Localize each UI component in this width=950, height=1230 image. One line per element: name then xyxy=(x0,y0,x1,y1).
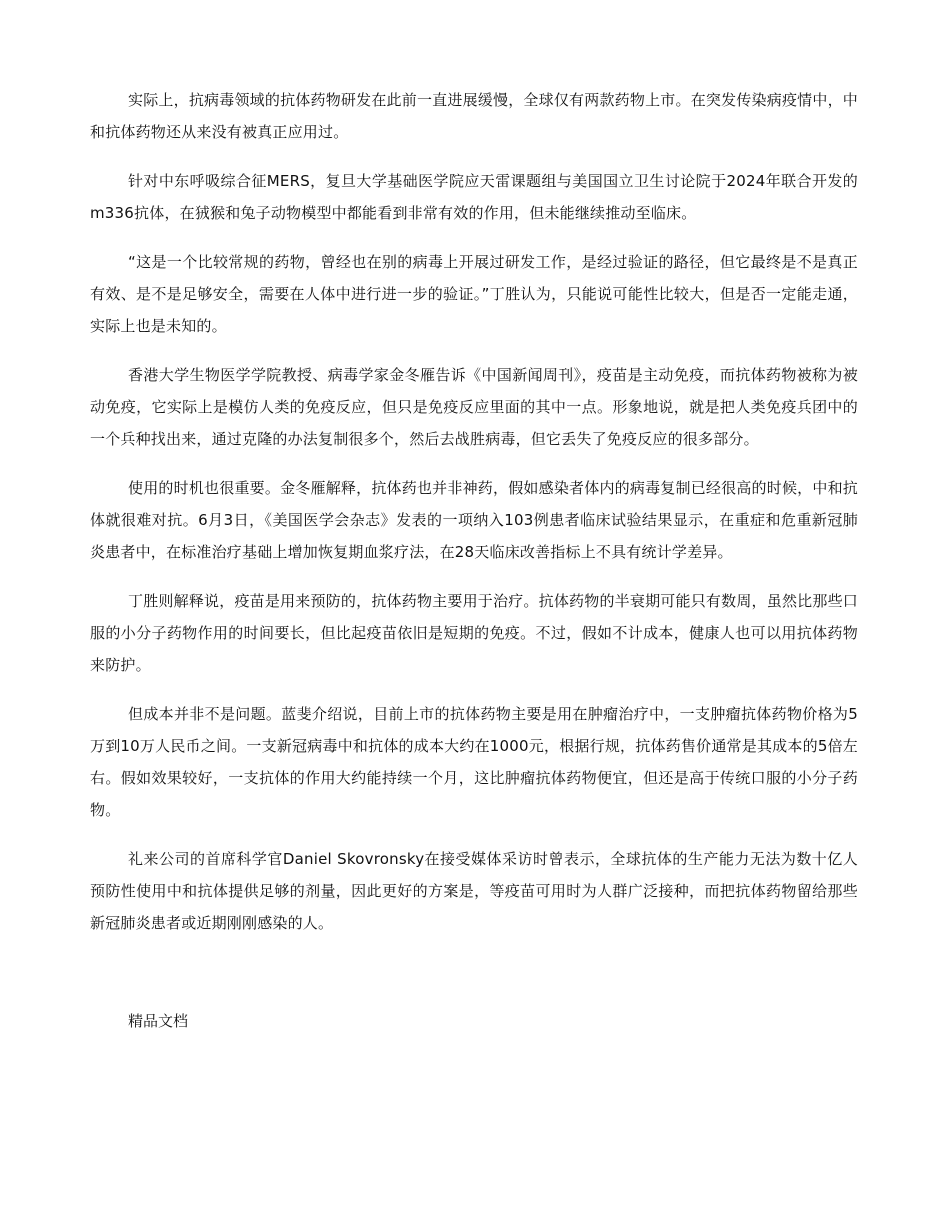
footer-label: 精品文档 xyxy=(128,1012,189,1030)
paragraph: “这是一个比较常规的药物，曾经也在别的病毒上开展过研发工作，是经过验证的路径，但它最终是不是真正有效、是不是足够安全，需要在人体中进行进一步的验证。”丁胜认为，只能说可能性比较大，但是否一定能走通，实际上也是未知的。 xyxy=(90,253,858,335)
paragraph: 香港大学生物医学学院教授、病毒学家金冬雁告诉《中国新闻周刊》，疫苗是主动免疫，而抗体药物被称为被动免疫，它实际上是模仿人类的免疫反应，但只是免疫反应里面的其中一点。形象地说，就是把人类免疫兵团中的一个兵种找出来，通过克隆的办法复制很多个，然后去战胜病毒，但它丢失了免疫反应的很多部分。 xyxy=(90,366,858,448)
paragraph: 礼来公司的首席科学官Daniel Skovronsky在接受媒体采访时曾表示，全球抗体的生产能力无法为数十亿人预防性使用中和抗体提供足够的剂量，因此更好的方案是，等疫苗可用时为人群广泛接种，而把抗体药物留给那些新冠肺炎患者或近期刚刚感染的人。 xyxy=(90,850,858,932)
paragraph: 但成本并非不是问题。蓝斐介绍说，目前上市的抗体药物主要是用在肿瘤治疗中，一支肿瘤抗体药物价格为5万到10万人民币之间。一支新冠病毒中和抗体的成本大约在1000元，根据行规，抗体药售价通常是其成本的5倍左右。假如效果较好，一支抗体的作用大约能持续一个月，这比肿瘤抗体药物便宜，但还是高于传统口服的小分子药物。 xyxy=(90,705,858,819)
paragraph: 使用的时机也很重要。金冬雁解释，抗体药也并非神药，假如感染者体内的病毒复制已经很高的时候，中和抗体就很难对抗。6月3日，《美国医学会杂志》发表的一项纳入103例患者临床试验结果显示，在重症和危重新冠肺炎患者中，在标准治疗基础上增加恢复期血浆疗法，在28天临床改善指标上不具有统计学差异。 xyxy=(90,479,858,561)
paragraph: 针对中东呼吸综合征MERS，复旦大学基础医学院应天雷课题组与美国国立卫生讨论院于2024年联合开发的m336抗体，在狨猴和兔子动物模型中都能看到非常有效的作用，但未能继续推动至临床。 xyxy=(90,172,858,222)
paragraph: 丁胜则解释说，疫苗是用来预防的，抗体药物主要用于治疗。抗体药物的半衰期可能只有数周，虽然比那些口服的小分子药物作用的时间要长，但比起疫苗依旧是短期的免疫。不过，假如不计成本，健康人也可以用抗体药物来防护。 xyxy=(90,592,858,674)
paragraph: 实际上，抗病毒领域的抗体药物研发在此前一直进展缓慢，全球仅有两款药物上市。在突发传染病疫情中，中和抗体药物还从来没有被真正应用过。 xyxy=(90,91,858,141)
article-body xyxy=(90,84,858,956)
